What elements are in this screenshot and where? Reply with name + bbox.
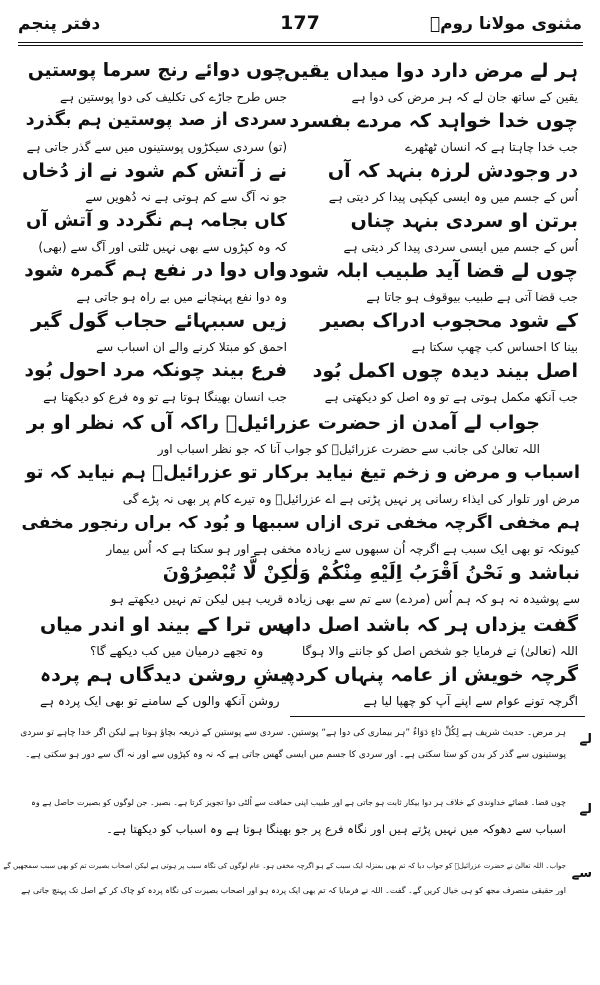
prose-translation: اللہ تعالیٰ کی جانب سے حضرت عزرائیلؑ کو جواب آنا کہ جو نظر اسباب اور: [157, 442, 540, 456]
footnote-text: اور حقیقی متصرف مجھ کو ہی خیال کریں گے۔ گفت۔ اللہ نے فرمایا کہ تم بھی ایک پردہ ہو اور اصحاب بصیرت کی نگاہ پردہ کو چاک کر کے اصل تک پہنچ جاتی ہے: [21, 886, 566, 895]
couplet-verse: برتن او سردی بنہد چناں: [350, 210, 578, 232]
header-rule-thin: [18, 45, 583, 46]
couplet-verse: کاں بجامہ ہم نگردد و آتش آں: [25, 210, 287, 231]
book-title: مثنوی مولانا رومؒ: [429, 14, 582, 34]
footnote-mark: سے: [571, 866, 592, 881]
couplet-translation: بینا کا احساس کب چھپ سکتا ہے: [411, 340, 578, 354]
prose-translation: کیونکہ تو بھی ایک سبب ہے اگرچہ اُن سبھوں سے زیادہ مخفی ہے اور ہو سکتا ہے کہ اُس بیمار: [106, 542, 580, 556]
couplet-translation: جب قضا آتی ہے طبیب بیوقوف ہو جاتا ہے: [366, 290, 578, 304]
prose-verse: اسباب و مرض و زخم تیغ نیاید برکار تو عزرائیلؑ ہم نیاید کہ تو: [25, 462, 580, 483]
couplet-translation: اللہ (تعالیٰ) نے فرمایا جو شخص اصل کو جاننے والا ہوگا: [301, 644, 578, 658]
footnote-text: اسباب سے دھوکہ میں نہیں پڑتے ہیں اور نگاہ فرع پر جو بھینگا ہوتا ہے وہ اسباب کو دیکھتا ہے۔: [106, 822, 566, 836]
couplet-verse: گفت یزداں ہر کہ باشد اصل داں: [278, 614, 578, 636]
couplet-translation: اُس کے جسم میں وہ ایسی کپکپی پیدا کر دیتی ہے: [328, 190, 578, 204]
prose-translation: سے پوشیدہ نہ ہو کہ ہم اُس (مردے) سے تم سے بھی زیادہ قریب ہیں لیکن تم نہیں دیکھتے ہو: [110, 592, 580, 606]
footnote-text: جواب۔ اللہ تعالیٰ نے حضرت عزرائیلؑ کو جواب دیا کہ تم بھی بمنزلہ ایک سبب کے ہو اگرچہ مخفی ہو۔ عام لوگوں کی نگاہ سبب پر ہوتی ہے لیکن اصحاب بصیرت تم کو بھی سبب سمجھیں گے: [3, 862, 566, 870]
footnote-text: پوستینوں سے گذر کر بدن کو ستا سکتی ہے۔ اور سردی کا جسم میں ایسی گھس جاتی ہے کہ نہ وہ کپڑوں سے اور نہ آگ سے دور ہو سکتی ہے۔: [25, 750, 566, 760]
couplet-translation: اگرچہ تونے عوام سے اپنے آپ کو چھپا لیا ہے: [363, 694, 578, 708]
prose-verse: ہم مخفی اگرچہ مخفی تری ازاں سببھا و بُود کہ براں رنجور مخفی: [21, 513, 580, 533]
couplet-verse: پس ترا کے بیند او اندر میاں: [40, 614, 292, 636]
couplet-translation: وہ دوا نفع پہنچانے میں بے راہ ہو جاتی ہے: [76, 290, 287, 304]
footnote-mark: لے: [579, 732, 592, 747]
couplet-translation: جب آنکھ مکمل ہوتی ہے تو وہ اصل کو دیکھتی ہے: [324, 390, 578, 404]
couplet-verse: گرچہ خویش از عامہ پنہاں کردہ: [284, 664, 578, 686]
couplet-verse: زیں سببہائے حجاب گول گیر: [30, 310, 287, 332]
prose-verse: جواب لے آمدن از حضرت عزرائیلؑ راکہ آں کہ نظر او بر: [26, 412, 540, 434]
couplet-verse: نے ز آتش کم شود نے از دُخاں: [22, 160, 287, 182]
couplet-translation: احمق کو مبتلا کرنے والے ان اسباب سے: [96, 340, 287, 354]
couplet-verse: چوں لے قضا آید طبیب ابلہ شود: [288, 260, 578, 282]
page-number: 177: [280, 12, 320, 34]
couplet-translation: جب خدا چاہتا ہے کہ انسان ٹھٹھرے: [405, 140, 578, 154]
footnote-mark: لے: [579, 802, 592, 817]
footnote-text: ہر مرض۔ حدیث شریف ہے لِکُلِّ دَاءٍ دَوَاءٌ ”ہر بیماری کی دوا ہے“ پوستین۔ سردی سے پوستین کے ذریعہ بچاؤ ہوتا ہے لیکن اگر خدا چاہے تو سردی: [20, 728, 566, 738]
couplet-verse: پیشِ روشن دیدگاں ہم پردہ: [40, 664, 295, 686]
couplet-verse: کے شود محجوب ادراک بصیر: [320, 310, 578, 332]
prose-translation: مرض اور تلوار کی ایذاء رسانی پر نہیں پڑتی ہے اے عزرائیلؑ وہ تیرے کام پر بھی نہ پڑے گی: [122, 492, 580, 506]
couplet-translation: جس طرح جاڑے کی تکلیف کی دوا پوستین ہے: [60, 90, 287, 104]
couplet-verse: چوں خدا خواہد کہ مردے بفسرد: [289, 110, 578, 132]
couplet-translation: روشن آنکھ والوں کے سامنے تو بھی ایک پردہ ہے: [40, 694, 280, 708]
volume-label: دفتر پنجم: [18, 14, 101, 34]
couplet-translation: وہ تجھے درمیان میں کب دیکھے گا؟: [90, 644, 264, 658]
couplet-translation: جو نہ آگ سے کم ہوتی ہے نہ دُھویں سے: [85, 190, 287, 204]
couplet-translation: یقین کے ساتھ جان لے کہ ہر مرض کی دوا ہے: [351, 90, 578, 104]
couplet-verse: فرع بیند چونکہ مرد احول بُود: [24, 360, 287, 381]
footnote-rule: [290, 716, 585, 717]
couplet-translation: کہ وہ کپڑوں سے بھی نہیں ٹلتی اور آگ سے (بھی): [38, 240, 287, 254]
couplet-verse: در وجودش لرزہ بنہد کہ آں: [327, 160, 578, 182]
couplet-translation: جب انسان بھینگا ہوتا ہے تو وہ فرع کو دیکھتا ہے: [43, 390, 287, 404]
header-rule: [18, 42, 583, 43]
footnote-text: چوں قضا۔ قضائے خداوندی کے خلاف ہر دوا بیکار ثابت ہو جاتی ہے اور طبیب اپنی حماقت سے اُلٹی دوا تجویز کرتا ہے۔ بصیر۔ جن لوگوں کو بصیرت حاصل ہے وہ: [31, 798, 566, 807]
couplet-translation: اُس کے جسم میں ایسی سردی پیدا کر دیتی ہے: [343, 240, 578, 254]
couplet-verse: اصل بیند دیدہ چوں اکمل بُود: [312, 360, 578, 382]
couplet-verse: سردی از صد پوستین ہم بگذرد: [25, 110, 287, 130]
couplet-verse: واں دوا در نفع ہم گمرہ شود: [24, 260, 287, 281]
couplet-translation: (تو) سردی سیکڑوں پوستینوں میں سے گذر جاتی ہے: [26, 140, 287, 154]
couplet-verse: چوں دوائے رنج سرما پوستیں: [27, 60, 287, 81]
prose-verse: نباشد و نَحْنُ اَقْرَبُ اِلَيْهِ مِنْكُمْ وَلٰكِنْ لَّا تُبْصِرُوْنَ: [162, 562, 580, 584]
couplet-verse: ہر لے مرض دارد دوا میداں یقیں: [284, 60, 578, 82]
